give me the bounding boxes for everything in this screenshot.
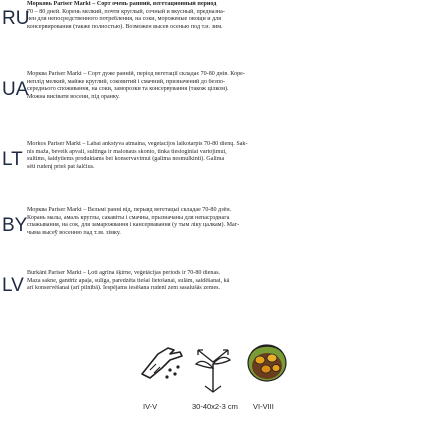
text-line: чен для непосредственного потребления, на соки, мороженые овощи и для <box>27 16 222 23</box>
language-code: LV <box>2 275 24 296</box>
plant-spacing-icon <box>192 342 234 394</box>
harvest-basket-icon <box>246 340 288 384</box>
cultivation-icons <box>0 340 422 430</box>
text-line: Можна висівати восени, під оранку. <box>27 93 120 100</box>
spacing-label: 30-40x2-3 cm <box>192 402 238 411</box>
language-code: LT <box>2 149 23 170</box>
text-line: консервирования (также полностью). Возможен высев осенью под т.н. зим. <box>27 23 223 30</box>
text-line: 70 – 80 дней. Корень мелкий, почти круглый, сочный и вкусный, предназна- <box>27 8 225 15</box>
text-line: неплід мелкий, майже круглий, соковитий і смачний, призначений до безпо- <box>27 78 226 85</box>
section-text <box>27 270 416 293</box>
text-line: arī konservēšanai (arī pilnībā). Iespējams iesēšana rudenī zem sasalušās zemes. <box>27 285 221 292</box>
sowing-months-label: IV-V <box>143 402 158 411</box>
text-line: nis maža, beveik apvali, sultinga ir malonaus skonio, tinka tiesioginiai vartojimui, <box>27 148 227 155</box>
text-line: Burkāni Pariser Markt – Ļoti agrīna šķirne, veģetācijas periods ir 70-80 dienas. <box>27 270 221 276</box>
text-line: спажывання, на сок, для замарожвання і кансервавання (у тым ліку цалкам). Маг- <box>27 222 240 229</box>
section-text <box>27 1 416 31</box>
harvest-months-label: VI-VIII <box>253 402 274 411</box>
text-line: Maza sakne, gandrīz apaļa, sulīga, paredzēta tiešai lietošanai, sulām, saldēšanai, kā <box>27 277 230 284</box>
sowing-hand-icon <box>140 340 186 382</box>
text-line: sėti rudenį prieš pat šalčius. <box>27 163 95 170</box>
section-text <box>27 141 416 171</box>
text-line: середнього споживання, на соки, заморозки та консервування (також цілком). <box>27 86 229 93</box>
language-code: RU <box>2 8 30 29</box>
language-code: UA <box>2 79 29 100</box>
text-line: чыма высеў восенню пад т.зв. зімку. <box>27 229 121 236</box>
text-line: Морковь Pariser Markt – Сорт очень ранний, вегетационный период <box>27 1 217 7</box>
text-line: Корань малы, амаль круглы, сакавіты і смачны, прызначаны для непасрэднага <box>27 214 230 221</box>
text-line: Morkos Pariser Markt – Labai ankstyva atmaina, vegetacijos laikotarpis 70-80 dienų. Šak- <box>27 141 248 147</box>
text-line: Морква Pariser Markt – Вельмі ранні від, перыяд вегетацыі складае 70-80 дзён. <box>27 207 232 213</box>
text-line: sultims, šaldytiems produktams bei konservavimui (galima nesmulkinti). Galima <box>27 156 225 163</box>
text-line: Морква Pariser Markt – Сорт дуже ранній, період вегетації складає 70-80 днів. Коре- <box>27 71 245 77</box>
language-code: BY <box>2 215 28 236</box>
section-text <box>27 71 416 101</box>
section-text <box>27 207 416 237</box>
